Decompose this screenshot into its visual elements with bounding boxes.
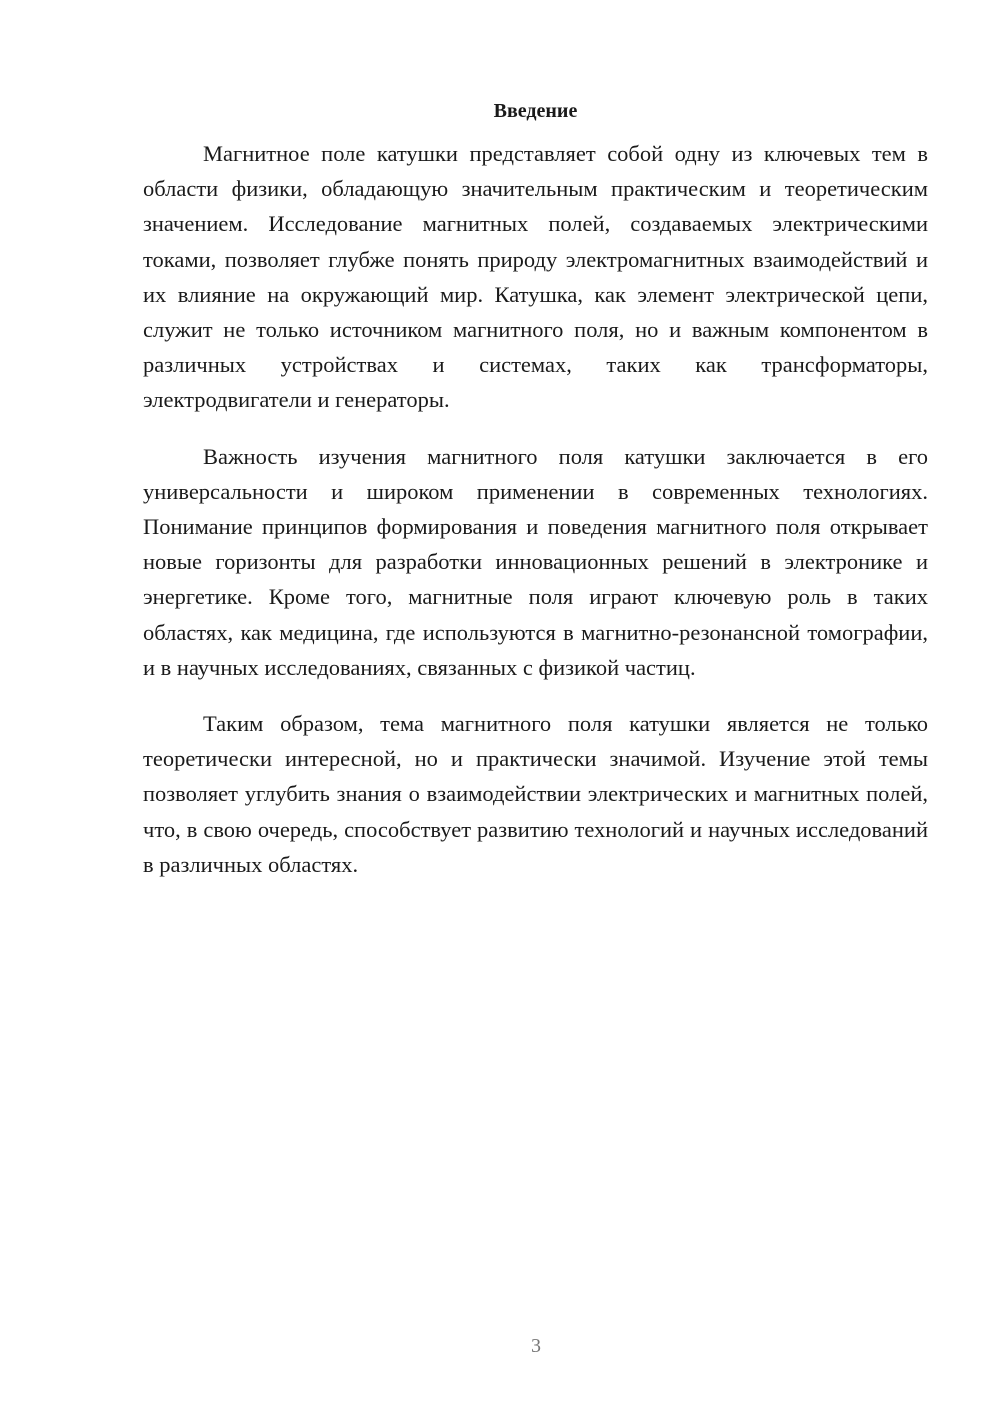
section-heading: Введение xyxy=(493,100,578,122)
paragraph-2: Важность изучения магнитного поля катушки заключается в его универсальности и широком применении в современных технологиях. Понимание принципов формирования и поведения магнитного поля открывает новые горизонты для разработки инновационных решений в электронике и энергетике. Кроме того, магнитные поля играют ключевую роль в таких областях, как медицина, где используются в магнитно-резонансной томографии, и в научных исследованиях, связанных с физикой частиц. xyxy=(143,443,928,680)
page-number: 3 xyxy=(531,1335,541,1357)
paragraph-1: Магнитное поле катушки представляет собой одну из ключевых тем в области физики, обладающую значительным практическим и теоретическим значением. Исследование магнитных полей, создаваемых электрическими токами, позволяет глубже понять природу электромагнитных взаимодействий и их влияние на окружающий мир. Катушка, как элемент электрической цепи, служит не только источником магнитного поля, но и важным компонентом в различных устройствах и системах, таких как трансформаторы, электродвигатели и генераторы. xyxy=(143,141,928,413)
page-content xyxy=(143,96,928,903)
paragraph-3: Таким образом, тема магнитного поля катушки является не только теоретически интересной, но и практически значимой. Изучение этой темы позволяет углубить знания о взаимодействии электрических и магнитных полей, что, в свою очередь, способствует развитию технологий и научных исследований в различных областях. xyxy=(143,711,928,877)
